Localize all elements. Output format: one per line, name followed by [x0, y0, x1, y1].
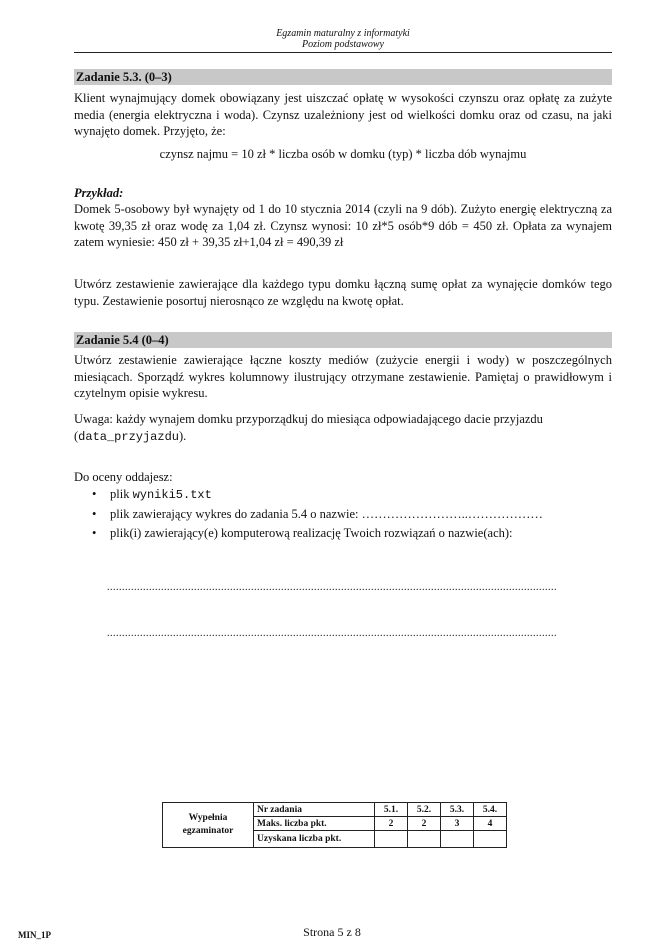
- header-divider: [74, 52, 612, 53]
- submission-item-text: plik: [110, 487, 133, 501]
- grading-table: [162, 802, 507, 848]
- submission-heading: Do oceny oddajesz:: [74, 470, 173, 484]
- submission-item-chart-file: • plik zawierający wykres do zadania 5.4 o nazwie: ……………………..………………: [92, 505, 612, 524]
- task-5-4-note: [74, 411, 612, 445]
- filled-by-label: Wypełnia egzaminator: [163, 803, 254, 848]
- task-5-3-title: Zadanie 5.3. (0–3): [74, 69, 612, 85]
- obtained-points-cell: [441, 831, 474, 848]
- row-label-max-points: Maks. liczba pkt.: [254, 817, 375, 831]
- results-filename: wyniki5.txt: [132, 488, 212, 502]
- task-number-cell: 5.2.: [408, 803, 441, 817]
- max-points-cell: 2: [408, 817, 441, 831]
- obtained-points-cell: [474, 831, 507, 848]
- task-5-3-instruction: Utwórz zestawienie zawierające dla każdego typu domku łączną sumę opłat za wynajęcie domków tego typu. Zestawienie posortuj nierosnąco ze względu na kwotę opłat.: [74, 277, 612, 308]
- obtained-points-cell: [408, 831, 441, 848]
- task-number-cell: 5.4.: [474, 803, 507, 817]
- note-text-start: Uwaga: każdy wynajem domku przyporządkuj do miesiąca odpowiadającego dacie przyjazdu (: [74, 412, 543, 443]
- task-5-4-intro: Utwórz zestawienie zawierające łączne koszty mediów (zużycie energii i wody) w poszczególnych miesiącach. Sporządź wykres kolumnowy ilustrujący otrzymane zestawienie. Pamiętaj o prawidłowym i czytelnym opisie wykresu.: [74, 353, 612, 400]
- header-exam-title: Egzamin maturalny z informatyki: [276, 28, 410, 39]
- example-heading: Przykład:: [74, 186, 124, 200]
- page-number: Strona 5 z 8: [303, 925, 361, 939]
- max-points-cell: 3: [441, 817, 474, 831]
- max-points-cell: 4: [474, 817, 507, 831]
- task-5-4-title: Zadanie 5.4 (0–4): [74, 332, 612, 348]
- note-text-end: ).: [179, 428, 187, 443]
- task-5-3-intro: Klient wynajmujący domek obowiązany jest uiszczać opłatę w wysokości czynszu oraz opłatę za zużyte media (energia elektryczna i woda). Czynsz uzależniony jest od wielkości domku oraz od czasu, na jaki wynajęto domek. Przyjęto, że:: [74, 91, 612, 138]
- header-level: Poziom podstawowy: [302, 39, 384, 50]
- row-label-obtained-points: Uzyskana liczba pkt.: [254, 831, 375, 848]
- exam-code: MIN_1P: [18, 930, 51, 940]
- row-label-task-number: Nr zadania: [254, 803, 375, 817]
- example-text: Domek 5-osobowy był wynajęty od 1 do 10 stycznia 2014 (czyli na 9 dób). Zużyto energię elektryczną za kwotę 39,35 zł oraz wodę za 1,04 zł. Czynsz wynosi: 10 zł*5 osób*9 dób = 450 zł. Opłata za wynajem zatem wyniesie: 450 zł + 39,35 zł+1,04 zł = 490,39 zł: [74, 202, 612, 249]
- answer-line-1: ......................................................................................................................................................: [107, 582, 557, 593]
- task-number-cell: 5.3.: [441, 803, 474, 817]
- submission-item-results-file: [92, 485, 612, 505]
- max-points-cell: 2: [375, 817, 408, 831]
- page-header: [74, 28, 612, 50]
- submission-list: [92, 485, 612, 543]
- rent-formula: czynsz najmu = 10 zł * liczba osób w domku (typ) * liczba dób wynajmu: [159, 147, 527, 161]
- answer-line-2: ......................................................................................................................................................: [107, 628, 557, 639]
- obtained-points-cell: [375, 831, 408, 848]
- note-code: data_przyjazdu: [78, 429, 179, 444]
- submission-item-solution-files: • plik(i) zawierający(e) komputerową realizację Twoich rozwiązań o nazwie(ach):: [92, 524, 612, 543]
- task-number-cell: 5.1.: [375, 803, 408, 817]
